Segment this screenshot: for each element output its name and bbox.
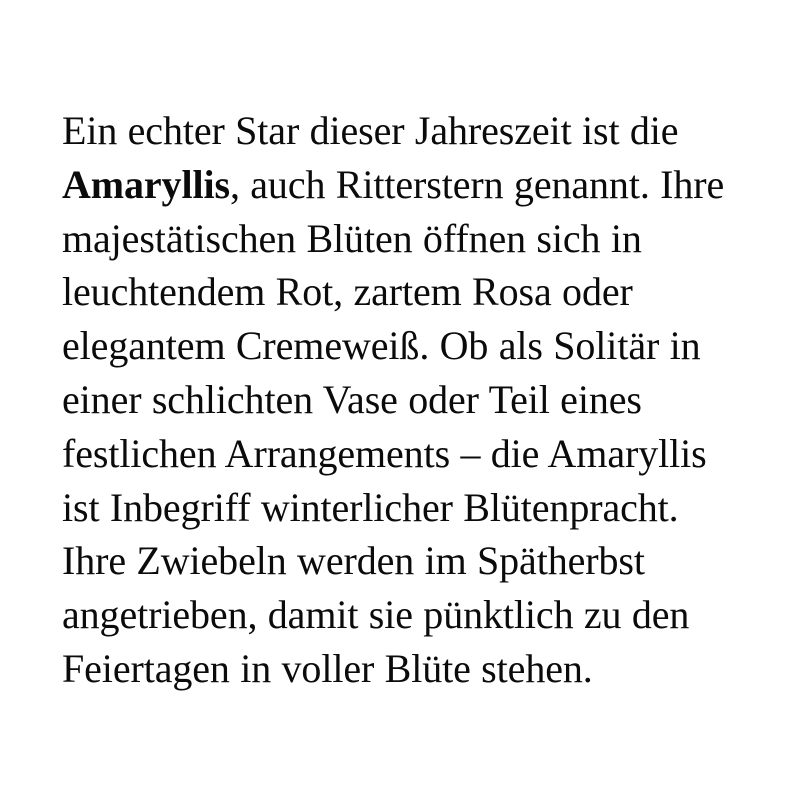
text-run: , auch Ritterstern genannt. Ihre majestätischen Blüten öffnen sich in leuchtendem Rot, zartem Rosa oder elegantem Cremeweiß. Ob als Solitär in einer schlichten Vase oder Teil eines festlichen Arrangements – die Amaryllis ist Inbegriff winterlicher Blütenpracht. Ihre Zwiebeln werden im Spätherbst angetrieben, damit sie pünktlich zu den Feiertagen in voller Blüte stehen. [62, 161, 725, 691]
emphasis-run: Amaryllis [62, 161, 230, 207]
text-run: Ein echter Star dieser Jahreszeit ist die [62, 108, 679, 153]
body-paragraph [62, 104, 735, 696]
